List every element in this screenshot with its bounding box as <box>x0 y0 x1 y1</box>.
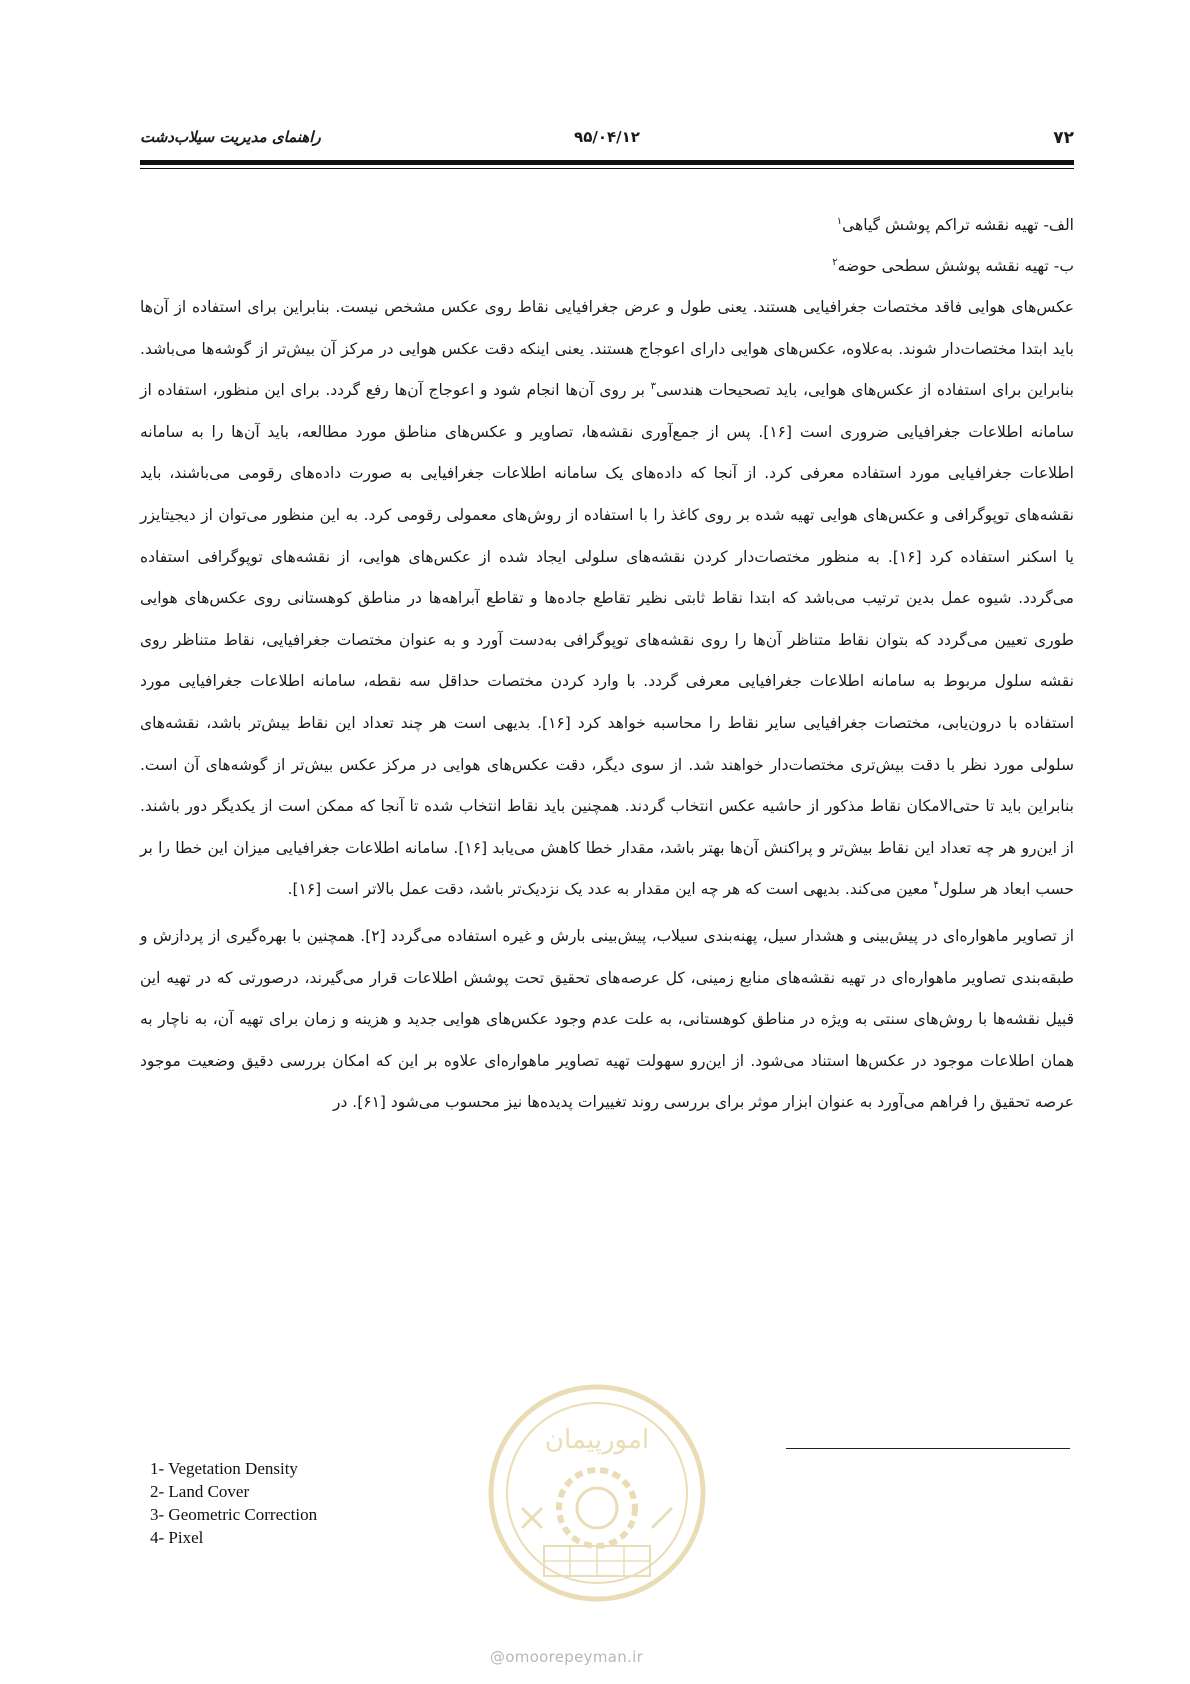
list-item-text: الف- تهیه نقشه تراکم پوشش گیاهی <box>842 216 1074 234</box>
footnote-ref: ۳ <box>650 381 656 393</box>
watermark-logo-text: امورپیمان <box>544 1425 650 1455</box>
footnote-ref: ۴ <box>933 880 939 892</box>
footnote-ref: ۱ <box>836 215 843 227</box>
list-item <box>140 205 1074 246</box>
watermark-logo <box>482 1378 712 1608</box>
paragraph: از تصاویر ماهواره‌ای در پیش‌بینی و هشدار سیل، پهنه‌بندی سیلاب، پیش‌بینی بارش و غیره استفاده می‌گردد [۲]. همچنین با بهره‌گیری از پردازش و طبقه‌بندی تصاویر ماهواره‌ای در تهیه نقشه‌های منابع زمینی، کل عرصه‌های تحقیق تحت پوشش اطلاعات قرار می‌گیرند، درصورتی که در تهیه این قبیل نقشه‌ها با روش‌های سنتی به ویژه در مناطق کوهستانی، به علت عدم وجود عکس‌های هوایی جدید و هزینه و زمان برای تهیه آن، به ناچار به همان اطلاعات موجود در عکس‌ها استناد می‌شود. از این‌رو سهولت تهیه تصاویر ماهواره‌ای علاوه بر این که امکان بررسی دقیق وضعیت موجود عرصه تحقیق را فراهم می‌آورد به عنوان ابزار موثر برای بررسی روند تغییرات پدیده‌ها نیز محسوب می‌شود [۶۱]. در <box>140 926 1075 1112</box>
paragraph-text: معین می‌کند. بدیهی است که هر چه این مقدار به عدد یک نزدیک‌تر باشد، دقت عمل بالاتر است [۱۶]. <box>287 880 934 899</box>
list-item-text: ب- تهیه نقشه پوشش سطحی حوضه <box>837 257 1074 275</box>
footnote: 4- Pixel <box>150 1528 204 1547</box>
book-title: راهنمای مدیریت سیلاب‌دشت <box>140 128 321 146</box>
page-header <box>140 128 1074 152</box>
page-number: ۷۲ <box>1053 128 1074 148</box>
footnote: 1- Vegetation Density <box>150 1459 298 1478</box>
paragraph-text: بر روی آن‌ها انجام شود و اعوجاج آن‌ها رفع گردد. برای این منظور، استفاده از سامانه اطلاعات جغرافیایی ضروری است [۱۶]. پس از جمع‌آوری نقشه‌ها، تصاویر و عکس‌های مناطق مورد مطالعه، باید آن‌ها را به سامانه اطلاعات جغرافیایی مورد استفاده معرفی کرد. از آنجا که داده‌های یک سامانه اطلاعات جغرافیایی به صورت داده‌های رقومی می‌باشند، باید نقشه‌های توپوگرافی و عکس‌های هوایی تهیه شده بر روی کاغذ را با استفاده از روش‌های معمولی رقومی کرد. به این منظور می‌توان از دیجیتایزر یا اسکنر استفاده کرد [۱۶]. به منظور مختصات‌دار کردن نقشه‌های سلولی ایجاد شده از عکس‌های هوایی، از نقشه‌های توپوگرافی استفاده می‌گردد. شیوه عمل بدین ترتیب می‌باشد که ابتدا نقاط ثابتی نظیر تقاطع جاده‌ها و تقاطع آبراهه‌ها در مناطق کوهستانی روی عکس‌های هوایی طوری تعیین می‌گردد که بتوان نقاط متناظر آن‌ها را روی نقشه‌های توپوگرافی به‌دست آورد و به عنوان مختصات جغرافیایی، نقاط متناظر روی نقشه سلول مربوط به سامانه اطلاعات جغرافیایی معرفی گردد. با وارد کردن مختصات حداقل سه نقطه، سامانه اطلاعات جغرافیایی مورد استفاده با درون‌یابی، مختصات جغرافیایی سایر نقاط را محاسبه خواهد کرد [۱۶]. بدیهی است هر چند تعداد این نقاط بیش‌تر باشد، نقشه‌های سلولی مورد نظر با دقت بیش‌تری مختصات‌دار خواهند شد. از سوی دیگر، دقت عکس‌های هوایی در مرکز عکس بیش‌تر از گوشه‌های آن است. بنابراین باید تا حتی‌الامکان نقاط مذکور از حاشیه عکس انتخاب گردند. همچنین باید نقاط انتخاب شده تا آنجا که ممکن است از یکدیگر دور باشند. از این‌رو هر چه تعداد این نقاط بیش‌تر و پراکنش آن‌ها بهتر باشد، مقدار خطا کاهش می‌یابد [۱۶]. سامانه اطلاعات جغرافیایی میزان این خطا را بر حسب ابعاد هر سلول <box>140 381 1074 899</box>
header-rule-thin <box>140 168 1074 169</box>
footnotes <box>150 1457 317 1549</box>
paragraph-text: عکس‌های هوایی فاقد مختصات جغرافیایی هستند. یعنی طول و عرض جغرافیایی نقاط روی عکس مشخص نیست. بنابراین برای استفاده از آن‌ها باید ابتدا مختصات‌دار شوند. به‌علاوه، عکس‌های هوایی دارای اعوجاج هستند. یعنی اینکه دقت عکس هوایی در مرکز آن بیش‌تر از گوشه‌ها می‌باشد. بنابراین برای استفاده از عکس‌های هوایی، باید تصحیحات هندسی <box>140 298 1074 400</box>
body-text <box>140 205 1074 1124</box>
paragraph <box>140 287 1074 911</box>
header-rule-thick <box>140 160 1074 165</box>
footnote-ref: ۲ <box>832 256 838 268</box>
header-date: ۹۵/۰۴/۱۲ <box>574 128 640 146</box>
footnote-rule <box>786 1448 1070 1449</box>
watermark-url: @omoorepeyman.ir <box>490 1648 644 1666</box>
list-item <box>140 246 1074 287</box>
footnote: 3- Geometric Correction <box>150 1505 318 1524</box>
footnote: 2- Land Cover <box>150 1482 250 1501</box>
